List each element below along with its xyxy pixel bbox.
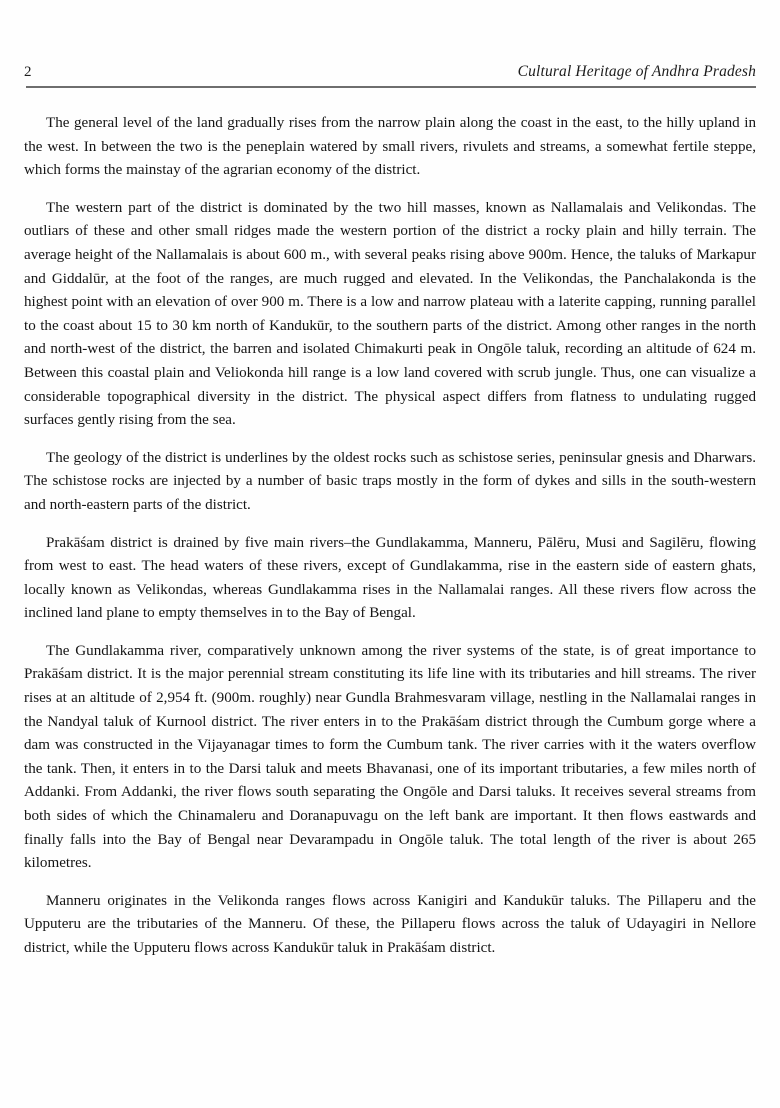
header-divider-rule bbox=[26, 86, 756, 88]
body-text-column bbox=[24, 112, 756, 961]
paragraph: The western part of the district is dominated by the two hill masses, known as Nallamalais and Velikondas. The outliars of these and other small ridges made the western portion of the district a rocky plain and hilly terrain. The average height of the Nallamalais is about 600 m., with several peaks rising above 900m. Hence, the taluks of Markapur and Giddalūr, at the foot of the ranges, are much rugged and elevated. In the Velikondas, the Panchalakonda is the highest point with an elevation of over 900 m. There is a low and narrow plateau with a laterite capping, running parallel to the coast about 15 to 30 km north of Kandukūr, to the southern parts of the district. Among other ranges in the north and north-west of the district, the barren and isolated Chimakurti peak in Ongōle taluk, recording an altitude of 624 m. Between this coastal plain and Veliokonda hill range is a low land covered with scrub jungle. Thus, one can visualize a considerable topographical diversity in the district. The physical aspect differs from flatness to undulating rugged surfaces gently rising from the sea. bbox=[24, 199, 756, 429]
paragraph: The Gundlakamma river, comparatively unknown among the river systems of the state, is of great importance to Prakāśam district. It is the major perennial stream constituting its life line with its tributaries and hill streams. The river rises at an altitude of 2,954 ft. (900m. roughly) near Gundla Brahmesvaram village, nestling in the Nallamalai ranges in the Nandyal taluk of Kurnool district. The river enters in to the Prakāśam district through the Cumbum gorge where a dam was constructed in the Vijayanagar times to form the Cumbum tank. The river carries with it the waters overflow the tank. Then, it enters in to the Darsi taluk and meets Bhavanasi, one of its important tributaries, a few miles north of Addanki. From Addanki, the river flows south separating the Ongōle and Darsi taluks. It receives several streams from both sides of which the Chinamaleru and Doranapuvagu on the left bank are important. It then flows eastwards and finally falls into the Bay of Bengal near Devarampadu in Ongōle taluk. The total length of the river is about 265 kilometres. bbox=[24, 642, 756, 872]
running-header bbox=[24, 62, 756, 92]
paragraph: The general level of the land gradually rises from the narrow plain along the coast in the east, to the hilly upland in the west. In between the two is the peneplain watered by small rivers, rivulets and streams, a somewhat fertile steppe, which forms the mainstay of the agrarian economy of the district. bbox=[24, 115, 756, 179]
page-number: 2 bbox=[24, 64, 32, 80]
page-content-area bbox=[24, 0, 756, 1108]
running-title: Cultural Heritage of Andhra Pradesh bbox=[517, 63, 756, 80]
paragraph: The geology of the district is underlines by the oldest rocks such as schistose series, peninsular gnesis and Dharwars. The schistose rocks are injected by a number of basic traps mostly in the form of dykes and sills in the south-western and north-eastern parts of the district. bbox=[24, 449, 756, 513]
paragraph: Manneru originates in the Velikonda ranges flows across Kanigiri and Kandukūr taluks. The Pillaperu and the Upputeru are the tributaries of the Manneru. Of these, the Pillaperu flows across the taluk of Udayagiri in Nellore district, while the Upputeru flows across Kandukūr taluk in Prakāśam district. bbox=[24, 892, 756, 956]
paragraph: Prakāśam district is drained by five main rivers–the Gundlakamma, Manneru, Pālēru, Musi and Sagilēru, flowing from west to east. The head waters of these rivers, except of Gundlakamma, rise in the eastern side of eastern ghats, locally known as Velikondas, whereas Gundlakamma rises in the Nallamalai ranges. All these rivers flow across the inclined land plane to empty themselves in to the Bay of Bengal. bbox=[24, 534, 756, 622]
